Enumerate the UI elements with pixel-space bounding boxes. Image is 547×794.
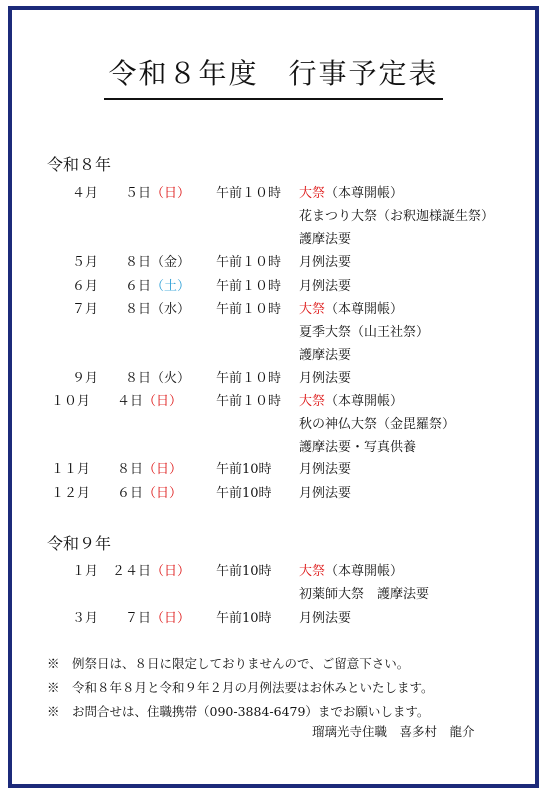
- event-description: [299, 585, 429, 605]
- event-month: １１月: [50, 462, 90, 477]
- schedule-row: [0, 392, 547, 412]
- note-item: ※ 令和８年８月と令和９年２月の月例法要はお休みといたします。: [47, 680, 434, 695]
- event-description: [299, 207, 494, 227]
- event-day: ４日: [117, 394, 144, 409]
- event-text: （本尊開帳）: [325, 302, 404, 317]
- event-weekday: （水）: [151, 302, 191, 317]
- event-highlight: 大祭: [299, 186, 326, 201]
- event-month: ６月: [71, 279, 98, 294]
- event-text: （本尊開帳）: [325, 564, 404, 579]
- event-text: 花まつり大祭（お釈迦様誕生祭）: [299, 209, 495, 224]
- year-heading: 令和８年: [47, 155, 112, 174]
- event-text: 護摩法要: [299, 348, 352, 363]
- event-time: 午前１０時: [216, 255, 282, 270]
- event-description: [299, 369, 351, 389]
- event-text: 夏季大祭（山王社祭）: [299, 325, 430, 340]
- event-month: ７月: [71, 302, 98, 317]
- event-highlight: 大祭: [299, 302, 326, 317]
- event-day: ８日: [117, 462, 144, 477]
- event-text: 月例法要: [299, 462, 352, 477]
- event-date: [54, 184, 194, 204]
- event-description: [299, 438, 416, 458]
- event-time: 午前10時: [216, 564, 272, 579]
- schedule-row: [0, 184, 547, 204]
- event-description: [299, 346, 351, 366]
- event-month: １２月: [50, 486, 90, 501]
- event-highlight: 大祭: [299, 394, 326, 409]
- event-day: ８日: [125, 371, 152, 386]
- event-time: 午前１０時: [216, 186, 282, 201]
- schedule-row: [0, 484, 547, 504]
- page-title: 令和８年度 行事予定表: [0, 52, 547, 100]
- event-date: [54, 369, 194, 389]
- schedule-row: [0, 369, 547, 389]
- schedule-row: [0, 253, 547, 273]
- event-day: ５日: [125, 186, 152, 201]
- event-month: ４月: [71, 186, 98, 201]
- event-day: ７日: [125, 611, 152, 626]
- event-weekday: （日）: [151, 611, 191, 626]
- event-weekday: （金）: [151, 255, 191, 270]
- event-description: [299, 277, 351, 297]
- event-text: 護摩法要・写真供養: [299, 440, 417, 455]
- year-heading: 令和９年: [47, 534, 112, 553]
- event-time: 午前10時: [216, 611, 272, 626]
- event-text: 秋の神仏大祭（金毘羅祭）: [299, 417, 456, 432]
- event-text: 初薬師大祭 護摩法要: [299, 587, 430, 602]
- event-description: [299, 300, 403, 320]
- event-date: [54, 253, 194, 273]
- event-text: 月例法要: [299, 255, 352, 270]
- event-description: [299, 609, 351, 629]
- event-date: [54, 609, 194, 629]
- event-month: ３月: [71, 611, 98, 626]
- event-description: [299, 323, 429, 343]
- event-text: （本尊開帳）: [325, 394, 404, 409]
- event-description: [299, 184, 403, 204]
- event-day: ６日: [125, 279, 152, 294]
- event-text: 月例法要: [299, 371, 352, 386]
- event-weekday: （土）: [151, 279, 191, 294]
- event-date: [46, 460, 186, 480]
- event-month: １０月: [50, 394, 90, 409]
- schedule-row: [0, 609, 547, 629]
- event-weekday: （日）: [143, 462, 183, 477]
- event-time: 午前１０時: [216, 394, 282, 409]
- event-text: 月例法要: [299, 486, 352, 501]
- event-time: 午前１０時: [216, 279, 282, 294]
- event-time: 午前１０時: [216, 302, 282, 317]
- signature: 瑠璃光寺住職 喜多村 龍介: [312, 724, 475, 739]
- event-weekday: （日）: [143, 394, 183, 409]
- schedule-row: [0, 300, 547, 320]
- event-text: 月例法要: [299, 279, 352, 294]
- event-time: 午前10時: [216, 486, 272, 501]
- schedule-row: [0, 460, 547, 480]
- event-date: [54, 277, 194, 297]
- event-description: [299, 484, 351, 504]
- event-highlight: 大祭: [299, 564, 326, 579]
- event-time: 午前10時: [216, 462, 272, 477]
- event-description: [299, 392, 403, 412]
- event-day: ２４日: [112, 564, 152, 579]
- note-item: ※ 例祭日は、８日に限定しておりませんので、ご留意下さい。: [47, 656, 410, 671]
- event-date: [54, 562, 194, 582]
- event-month: ５月: [71, 255, 98, 270]
- event-date: [46, 392, 186, 412]
- event-text: 月例法要: [299, 611, 352, 626]
- schedule-row: [0, 562, 547, 582]
- event-weekday: （日）: [151, 186, 191, 201]
- event-text: 護摩法要: [299, 232, 352, 247]
- event-description: [299, 230, 351, 250]
- event-month: ９月: [71, 371, 98, 386]
- schedule-row: [0, 277, 547, 297]
- event-weekday: （火）: [151, 371, 191, 386]
- event-description: [299, 415, 455, 435]
- event-date: [54, 300, 194, 320]
- event-description: [299, 562, 403, 582]
- event-day: ６日: [117, 486, 144, 501]
- event-month: １月: [71, 564, 98, 579]
- event-day: ８日: [125, 255, 152, 270]
- event-description: [299, 460, 351, 480]
- event-day: ８日: [125, 302, 152, 317]
- event-time: 午前１０時: [216, 371, 282, 386]
- event-weekday: （日）: [143, 486, 183, 501]
- event-text: （本尊開帳）: [325, 186, 404, 201]
- event-description: [299, 253, 351, 273]
- event-date: [46, 484, 186, 504]
- event-weekday: （日）: [151, 564, 191, 579]
- note-item: ※ お問合せは、住職携帯（090-3884-6479）までお願いします。: [47, 704, 430, 719]
